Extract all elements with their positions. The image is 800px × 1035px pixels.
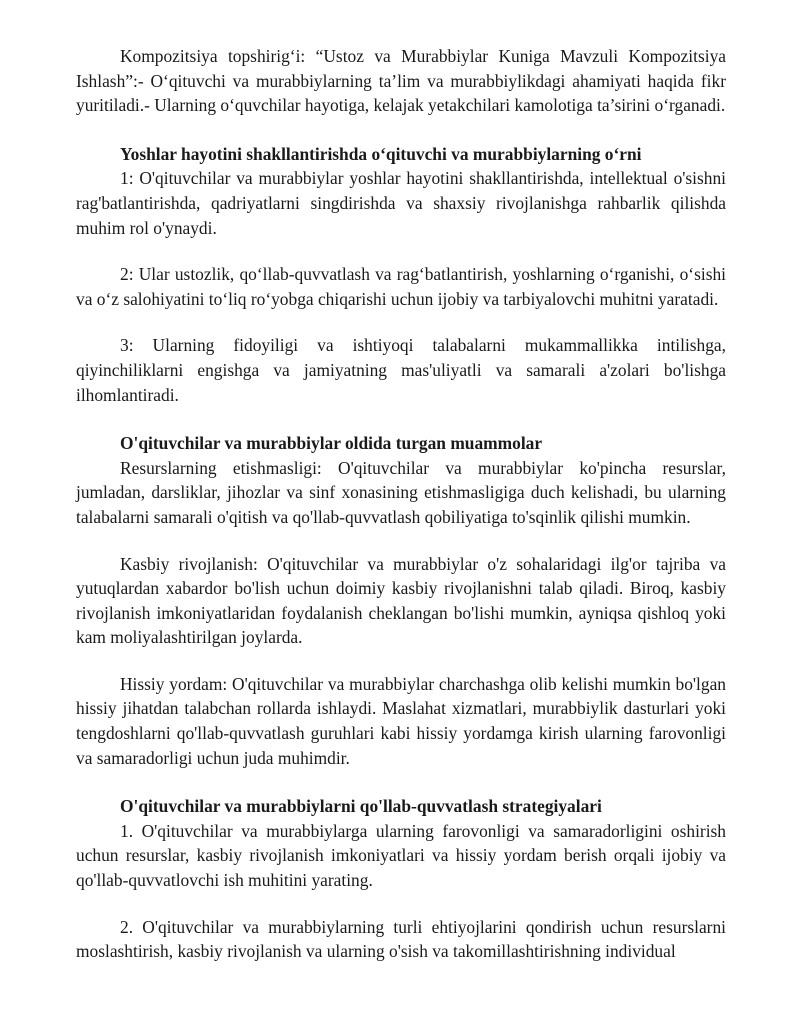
intro-paragraph: Kompozitsiya topshirig‘i: “Ustoz va Murabbiylar Kuniga Mavzuli Kompozitsiya Ishlash”:- O‘qituvchi va murabbiylarning ta’lim va murabbiylikdagi ahamiyati haqida fikr yuritiladi.- Ularning o‘quvchilar hayotiga, kelajak yetakchilari kamolotiga ta’sirini o‘rganadi. bbox=[76, 46, 726, 116]
strategies-paragraph-1: 1. O'qituvchilar va murabbiylarga ularning farovonligi va samaradorligini oshirish uchun resurslar, kasbiy rivojlanish imkoniyatlari va hissiy yordam berish orqali ijobiy va qo'llab-quvvatlovchi ish muhitini yarating. bbox=[76, 820, 726, 891]
challenges-paragraph-emotional: Hissiy yordam: O'qituvchilar va murabbiylar charchashga olib kelishi mumkin bo'lgan hissiy jihatdan talabchan rollarda ishlaydi. Maslahat xizmatlari, murabbiylik dasturlari yoki tengdoshlarni qo'llab-quvvatlash guruhlari kabi hissiy yordamga kirish ularning farovonligi va samaradorligi uchun juda muhimdir. bbox=[76, 673, 726, 768]
role-paragraph-1: 1: O'qituvchilar va murabbiylar yoshlar hayotini shakllantirishda, intellektual o'sishni rag'batlantirishda, qadriyatlarni singdirishda va shaxsiy rivojlanishga rahbarlik qilishda muhim rol o'ynaydi. bbox=[76, 168, 726, 238]
challenges-paragraph-development: Kasbiy rivojlanish: O'qituvchilar va murabbiylar o'z sohalaridagi ilg'or tajriba va yutuqlardan xabardor bo'lish uchun doimiy kasbiy rivojlanishni talab qiladi. Biroq, kasbiy rivojlanish imkoniyatlaridan foydalanish cheklangan bo'lishi mumkin, ayniqsa qishloq yoki kam moliyalashtirilgan joylarda. bbox=[76, 553, 726, 648]
section-heading-strategies: O'qituvchilar va murabbiylarni qo'llab-quvvatlash strategiyalari bbox=[120, 796, 602, 817]
challenges-paragraph-resources: Resurslarning etishmasligi: O'qituvchilar va murabbiylar ko'pincha resurslar, jumladan, darsliklar, jihozlar va sinf xonasining etishmasligiga duch kelishadi, bu ularning talabalarni samarali o'qitish va qo'llab-quvvatlash qobiliyatiga to'sqinlik qilishi mumkin. bbox=[76, 457, 726, 527]
document-page bbox=[76, 44, 726, 964]
section-heading-challenges: O'qituvchilar va murabbiylar oldida turgan muammolar bbox=[120, 433, 543, 454]
strategies-paragraph-2: 2. O'qituvchilar va murabbiylarning turli ehtiyojlarini qondirish uchun resurslarni moslashtirish, kasbiy rivojlanish va ularning o'sish va takomillashtirishning individual bbox=[76, 916, 726, 962]
role-paragraph-2: 2: Ular ustozlik, qo‘llab-quvvatlash va rag‘batlantirish, yoshlarning o‘rganishi, o‘sishi va o‘z salohiyatini to‘liq ro‘yobga chiqarishi uchun ijobiy va tarbiyalovchi muhitni yaratadi. bbox=[76, 264, 726, 309]
role-paragraph-3: 3: Ularning fidoyiligi va ishtiyoqi talabalarni mukammallikka intilishga, qiyinchiliklarni engishga va jamiyatning mas'uliyatli va samarali a'zolari bo'lishga ilhomlantiradi. bbox=[76, 335, 726, 405]
section-heading-role: Yoshlar hayotini shakllantirishda o‘qituvchi va murabbiylarning o‘rni bbox=[120, 143, 642, 164]
